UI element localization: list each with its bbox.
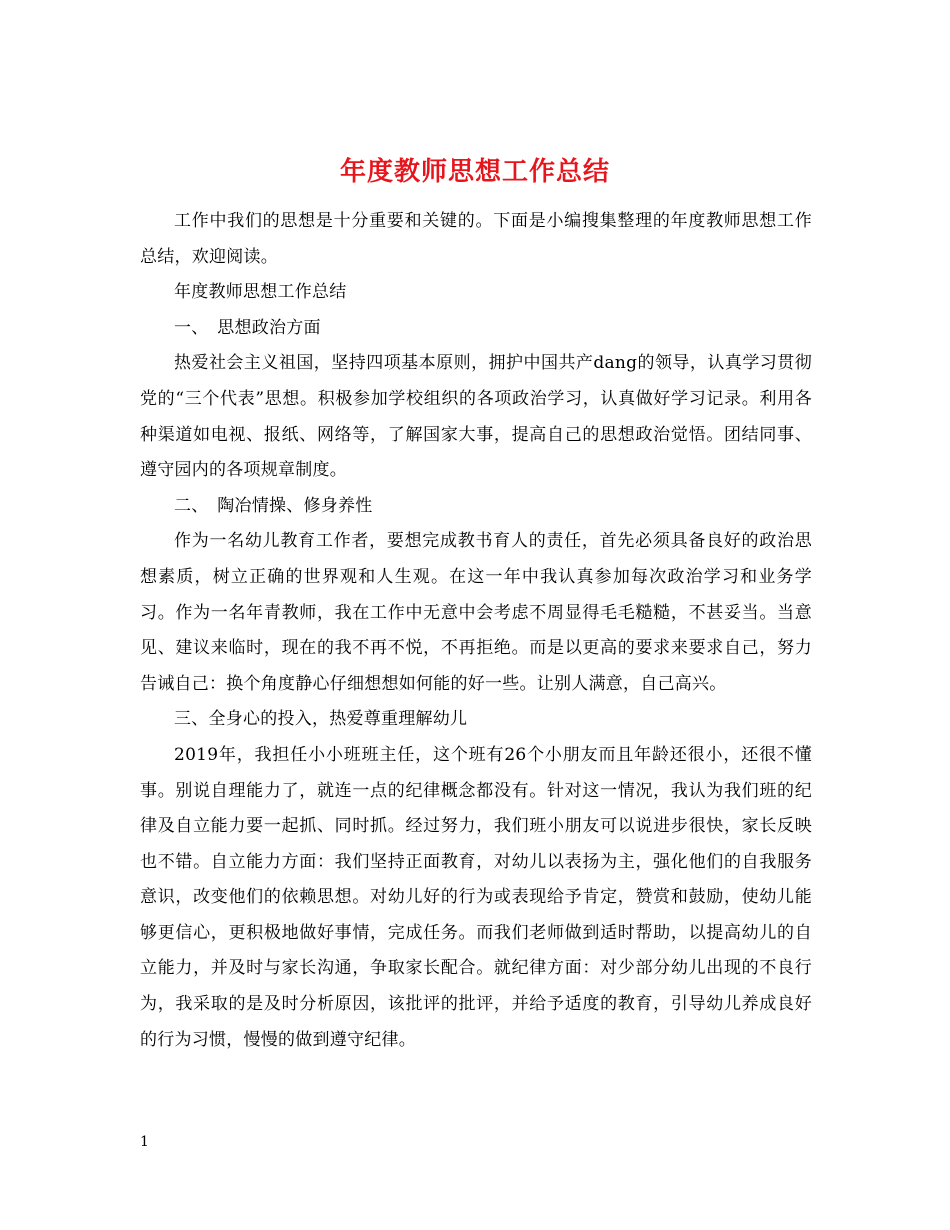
subtitle-paragraph: 年度教师思想工作总结 <box>174 282 347 303</box>
section-heading-3: 三、全身心的投入，热爱尊重理解幼儿 <box>174 709 468 730</box>
document-body <box>140 204 812 1058</box>
section-1-paragraph: 热爱社会主义祖国，坚持四项基本原则，拥护中国共产dang的领导，认真学习贯彻党的“三个代表”思想。积极参加学校组织的各项政治学习，认真做好学习记录。利用各种渠道如电视、报纸、网络等，了解国家大事，提高自己的思想政治觉悟。团结同事、遵守园内的各项规章制度。 <box>140 353 812 481</box>
intro-paragraph: 工作中我们的思想是十分重要和关键的。下面是小编搜集整理的年度教师思想工作总结，欢迎阅读。 <box>140 211 812 267</box>
page-number: 1 <box>140 1134 149 1150</box>
section-heading-1: 一、 思想政治方面 <box>174 317 321 338</box>
section-heading-2: 二、 陶冶情操、修身养性 <box>174 495 373 516</box>
section-3-paragraph: 2019年，我担任小小班班主任，这个班有26个小朋友而且年龄还很小，还很不懂事。别说自理能力了，就连一点的纪律概念都没有。针对这一情况，我认为我们班的纪律及自立能力要一起抓、同时抓。经过努力，我们班小朋友可以说进步很快，家长反映也不错。自立能力方面：我们坚持正面教育，对幼儿以表扬为主，强化他们的自我服务意识，改变他们的依赖思想。对幼儿好的行为或表现给予肯定，赞赏和鼓励，使幼儿能够更信心，更积极地做好事情，完成任务。而我们老师做到适时帮助，以提高幼儿的自立能力，并及时与家长沟通，争取家长配合。就纪律方面：对少部分幼儿出现的不良行为，我采取的是及时分析原因，该批评的批评，并给予适度的教育，引导幼儿养成良好的行为习惯，慢慢的做到遵守纪律。 <box>140 744 812 1050</box>
document-title: 年度教师思想工作总结 <box>339 157 610 188</box>
section-2-paragraph: 作为一名幼儿教育工作者，要想完成教书育人的责任，首先必须具备良好的政治思想素质，树立正确的世界观和人生观。在这一年中我认真参加每次政治学习和业务学习。作为一名年青教师，我在工作中无意中会考虑不周显得毛毛糙糙，不甚妥当。当意见、建议来临时，现在的我不再不悦，不再拒绝。而是以更高的要求来要求自己，努力告诫自己：换个角度静心仔细想想如何能的好一些。让别人满意，自己高兴。 <box>140 531 812 694</box>
